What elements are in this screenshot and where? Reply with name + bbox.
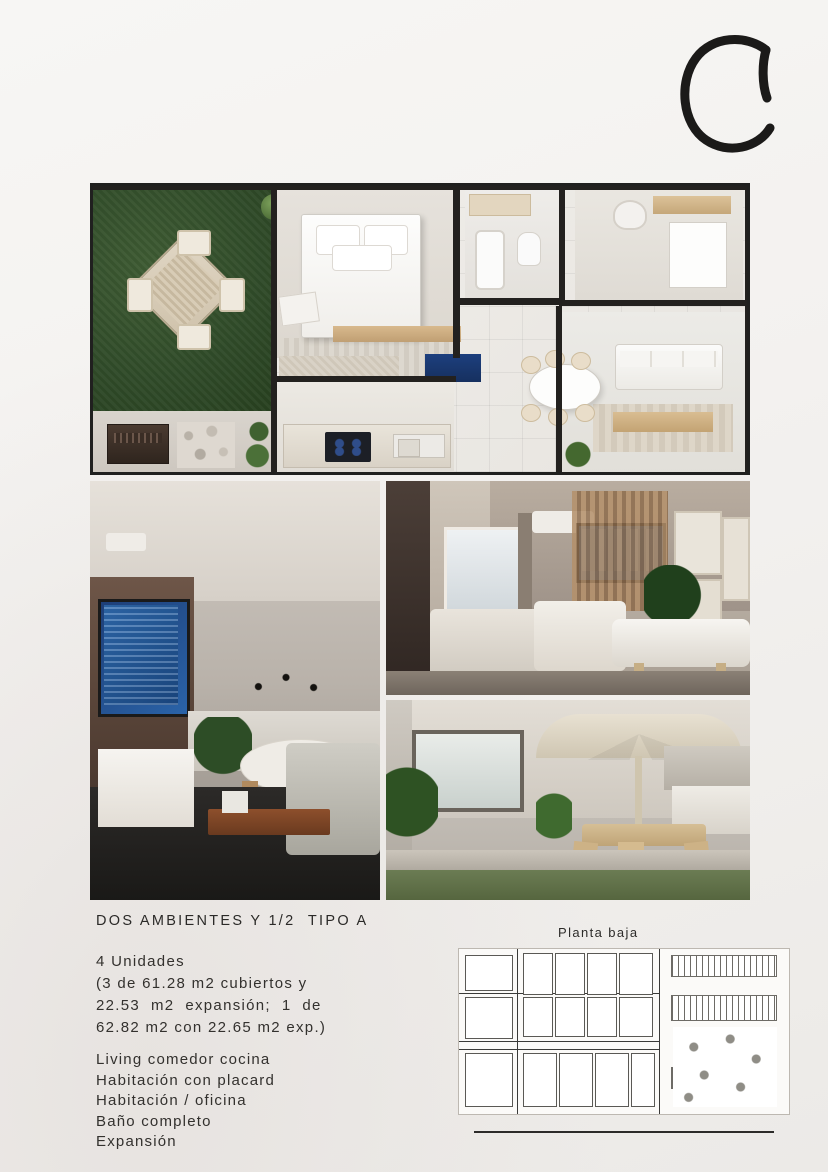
units-line: 62.82 m2 con 22.65 m2 exp.) [96,1019,327,1036]
bathtub [475,230,505,290]
patio-chair [177,230,211,256]
page-title: DOS AMBIENTES Y 1/2 TIPO A [96,913,369,929]
tv-unit [613,412,713,432]
bathroom-vanity [469,194,531,216]
features-list [96,1050,275,1153]
feature-item: Habitación con placard [96,1071,275,1089]
photo-living-tv [386,481,750,695]
photo-terrace [386,700,750,900]
photo-living-dining [90,481,380,900]
site-plan-drawing [458,948,790,1115]
patio-chair [177,324,211,350]
patio-chair [127,278,153,312]
office-chair [613,200,647,230]
cooktop [325,432,371,462]
units-line: (3 de 61.28 m2 cubiertos y [96,975,308,992]
floor-plan-image [90,183,750,475]
site-plan-label: Planta baja [558,925,639,940]
patio-chair [219,278,245,312]
feature-item: Habitación / oficina [96,1092,247,1109]
nightstand [278,292,320,327]
grill [107,424,169,464]
wardrobe [333,326,461,342]
brand-logo-icon [654,28,784,158]
second-bed [669,222,727,288]
dining-table [529,364,601,410]
kitchen-sink [393,434,445,458]
sofa [615,344,723,390]
units-description [96,951,326,1039]
feature-item: Expansión [96,1133,177,1150]
toilet [517,232,541,266]
living-plant [565,434,591,468]
footer-rule [474,1131,774,1133]
units-line: 4 Unidades [96,953,185,970]
feature-item: Baño completo [96,1112,212,1130]
feature-item: Living comedor cocina [96,1051,271,1068]
units-line: 22.53 m2 expansión; 1 de [96,997,322,1014]
desk [653,196,731,214]
stone-path [177,422,235,468]
